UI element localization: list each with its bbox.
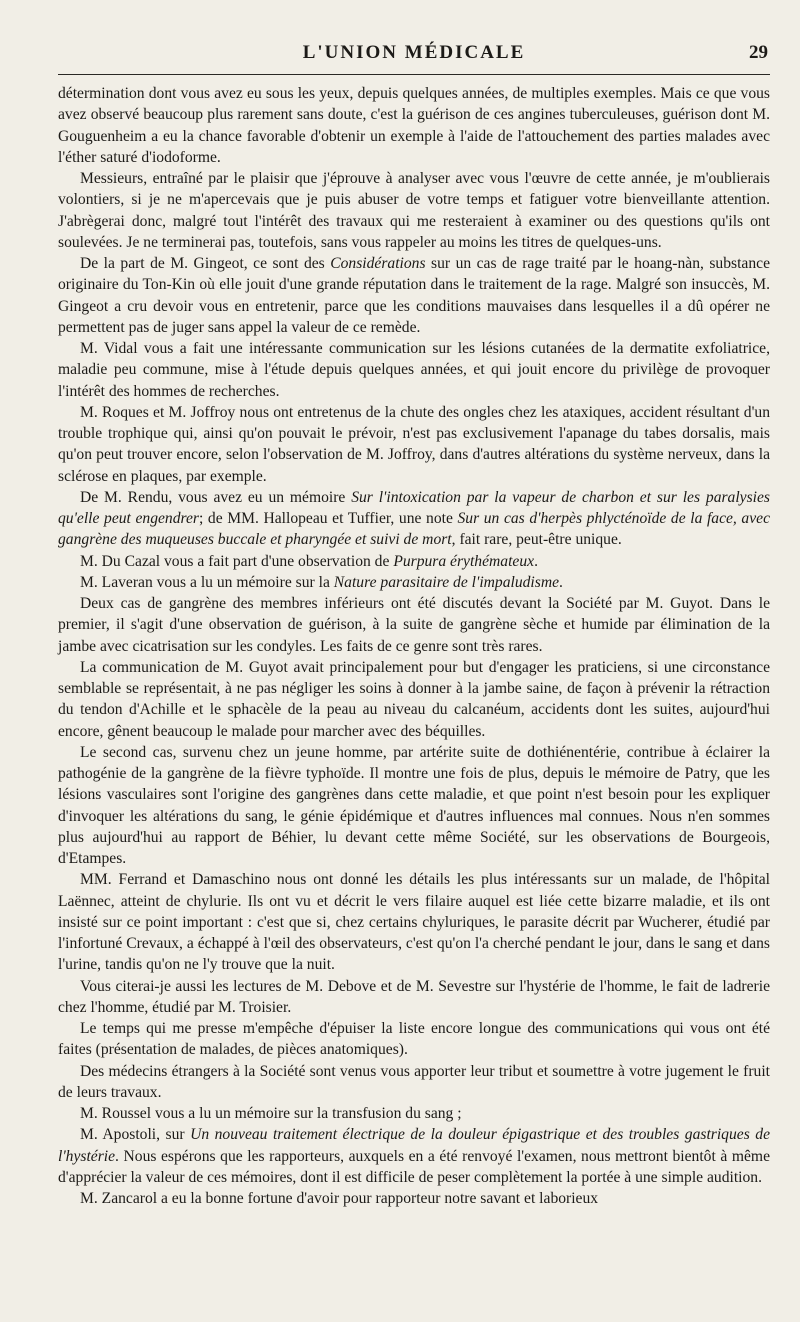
- paragraph-text: Deux cas de gangrène des membres inférieurs ont été discutés devant la Société par M. Guyot. Dans le premier, il s'agit d'une observation de guérison, à la suite de gangrène sèche et humide par élimination de la jambe avec cicatrisation sur les condyles. Les faits de ce genre sont très rares.: [58, 595, 770, 655]
- paragraph-text: M. Roques et M. Joffroy nous ont entretenus de la chute des ongles chez les ataxiques, accident résultant d'un trouble trophique qui, ainsi qu'on pouvait le prévoir, n'est pas exclusivement l'apanage du tabes dorsalis, mais qu'on peut trouver encore, selon l'observation de M. Joffroy, dans d'autres altérations du système nerveux, dans la sclérose en plaques, par exemple.: [58, 403, 770, 485]
- paragraph: [58, 83, 770, 168]
- paragraph-text: MM. Ferrand et Damaschino nous ont donné les détails les plus intéressants sur un malade, de l'hôpital Laënnec, atteint de chylurie. Ils ont vu et décrit le vers filaire auquel est liée cette bizarre maladie, et ils ont insisté sur ce point important : c'est que si, chez certains chyluriques, le parasite décrit par Wucherer, étudié par l'infortuné Crevaux, a échappé à l'œil des observateurs, c'est qu'on l'a cherché pendant le jour, dans le sang et dans l'urine, tandis qu'on ne l'y trouve que la nuit.: [58, 871, 770, 974]
- paragraph: [58, 1061, 770, 1104]
- italic-title-text: Considérations: [330, 255, 426, 272]
- paragraph: [58, 869, 770, 975]
- paragraph-text: Messieurs, entraîné par le plaisir que j'éprouve à analyser avec vous l'œuvre de cette année, je m'oublierais volontiers, si je ne m'apercevais que je puis abuser de votre temps et fatiguer votre bienveillante attention. J'abrègerai donc, malgré tout l'intérêt des travaux qui me resteraient à examiner ou des questions qu'ils ont soulevées. Je ne terminerai pas, toutefois, sans vous rappeler au moins les titres de quelques-uns.: [58, 170, 770, 251]
- paragraph-text: La communication de M. Guyot avait principalement pour but d'engager les praticiens, si une circonstance semblable se représentait, à ne pas négliger les soins à donner à la jambe saine, de façon à prévenir la rétraction du tendon d'Achille et le sphacèle de la peau au niveau du calcanéum, accidents dont les suites, aujourd'hui encore, gênent beaucoup le malade pour marcher avec des béquilles.: [58, 658, 770, 740]
- paragraph-text: M. Du Cazal vous a fait part d'une observation de: [80, 552, 394, 570]
- paragraph-text: ; de MM. Hallopeau et Tuffier, une note: [199, 510, 458, 527]
- paragraph: [58, 1124, 770, 1188]
- paragraph-text: M. Zancarol a eu la bonne fortune d'avoir pour rapporteur notre savant et laborieux: [80, 1190, 599, 1207]
- italic-title-text: Nature parasitaire de l'impaludisme: [333, 573, 560, 591]
- paragraph: [58, 487, 770, 551]
- italic-title-text: Sur l'intoxication par la vapeur de charbon et sur les paralysies qu'elle peut engendrer: [58, 488, 770, 527]
- paragraph-text: sur un cas de rage traité par le hoang-nàn, substance originaire du Ton-Kin où elle jouit d'une grande réputation dans le traitement de la rage. Malgré son insuccès, M. Gingeot a cru devoir vous en entretenir, parce que les conditions mauvaises dans lesquelles il a dû opérer ne permettent pas de juger sans appel la valeur de ce remède.: [58, 255, 770, 336]
- running-head: [58, 36, 770, 75]
- paragraph: [58, 1103, 770, 1124]
- paragraph-text: Le temps qui me presse m'empêche d'épuiser la liste encore longue des communications qui vous ont été faites (présentation de malades, de pièces anatomiques).: [58, 1020, 770, 1059]
- paragraph-text: détermination dont vous avez eu sous les yeux, depuis quelques années, de multiples exemples. Mais ce que vous avez observé beaucoup plus rarement sans doute, c'est la guérison de ces angines tuberculeuses, guérison dont M. Gouguenheim a eu la chance favorable d'obtenir un exemple à l'aide de l'attouchement des parties malades avec l'éther saturé d'iodoforme.: [58, 85, 770, 166]
- article-body: [58, 83, 770, 1209]
- paragraph: [58, 168, 770, 253]
- paragraph: [58, 593, 770, 657]
- paragraph-text: M. Vidal vous a fait une intéressante communication sur les lésions cutanées de la dermatite exfoliatrice, maladie peu commune, mise à l'étude depuis quelques années, et qui jouit encore du privilège de provoquer l'intérêt des hommes de recherches.: [58, 340, 770, 400]
- paragraph-text: Vous citerai-je aussi les lectures de M. Debove et de M. Sevestre sur l'hystérie de l'homme, le fait de ladrerie chez l'homme, étudié par M. Troisier.: [58, 977, 770, 1016]
- paragraph: [58, 657, 770, 742]
- paragraph-text: , fait rare, peut-être unique.: [451, 531, 622, 549]
- paragraph: [58, 402, 770, 487]
- paragraph-text: .: [534, 552, 538, 570]
- paragraph-text: De la part de M. Gingeot, ce sont des: [80, 255, 331, 272]
- paragraph: [58, 551, 770, 572]
- paragraph-text: .: [559, 573, 563, 591]
- paragraph-text: Des médecins étrangers à la Société sont venus vous apporter leur tribut et soumettre à votre jugement le fruit de leurs travaux.: [58, 1062, 770, 1101]
- paragraph: [58, 1018, 770, 1061]
- paragraph: [58, 742, 770, 870]
- paragraph: [58, 976, 770, 1019]
- italic-title-text: Un nouveau traitement électrique de la douleur épigastrique et des troubles gastriques de l'hystérie: [58, 1126, 770, 1165]
- paragraph: [58, 1188, 770, 1209]
- paragraph: [58, 572, 770, 593]
- paragraph-text: . Nous espérons que les rapporteurs, auxquels en a été renvoyé l'examen, nous mettront bientôt à même d'apprécier la valeur de ces mémoires, dont il est difficile de peser complètement la portée à une simple audition.: [58, 1147, 770, 1186]
- paragraph-text: M. Roussel vous a lu un mémoire sur la transfusion du sang ;: [80, 1105, 462, 1122]
- paragraph: [58, 338, 770, 402]
- paragraph-text: De M. Rendu, vous avez eu un mémoire: [80, 488, 352, 506]
- journal-title: L'UNION MÉDICALE: [302, 42, 526, 63]
- paragraph-text: M. Laveran vous a lu un mémoire sur la: [80, 573, 334, 591]
- paragraph: [58, 253, 770, 338]
- paragraph-text: M. Apostoli, sur: [80, 1126, 191, 1144]
- italic-title-text: Sur un cas d'herpès phlycténoïde de la face, avec gangrène des muqueuses buccale et pharyngée et suivi de mort: [58, 510, 770, 549]
- page-number: 29: [749, 42, 768, 63]
- italic-title-text: Purpura érythémateux: [393, 552, 535, 570]
- paragraph-text: Le second cas, survenu chez un jeune homme, par artérite suite de dothiénentérie, contribue à éclairer la pathogénie de la gangrène de la fièvre typhoïde. Il montre une fois de plus, depuis le mémoire de Patry, que les lésions vasculaires sont l'origine des gangrènes dans cette maladie, et que point n'est besoin pour les expliquer d'invoquer les altérations du sang, le génie épidémique et d'autres influences mal connues. Nous n'en sommes plus aujourd'hui au rapport de Béhier, lu devant cette même Société, sur les observations de Bourgeois, d'Etampes.: [58, 743, 770, 867]
